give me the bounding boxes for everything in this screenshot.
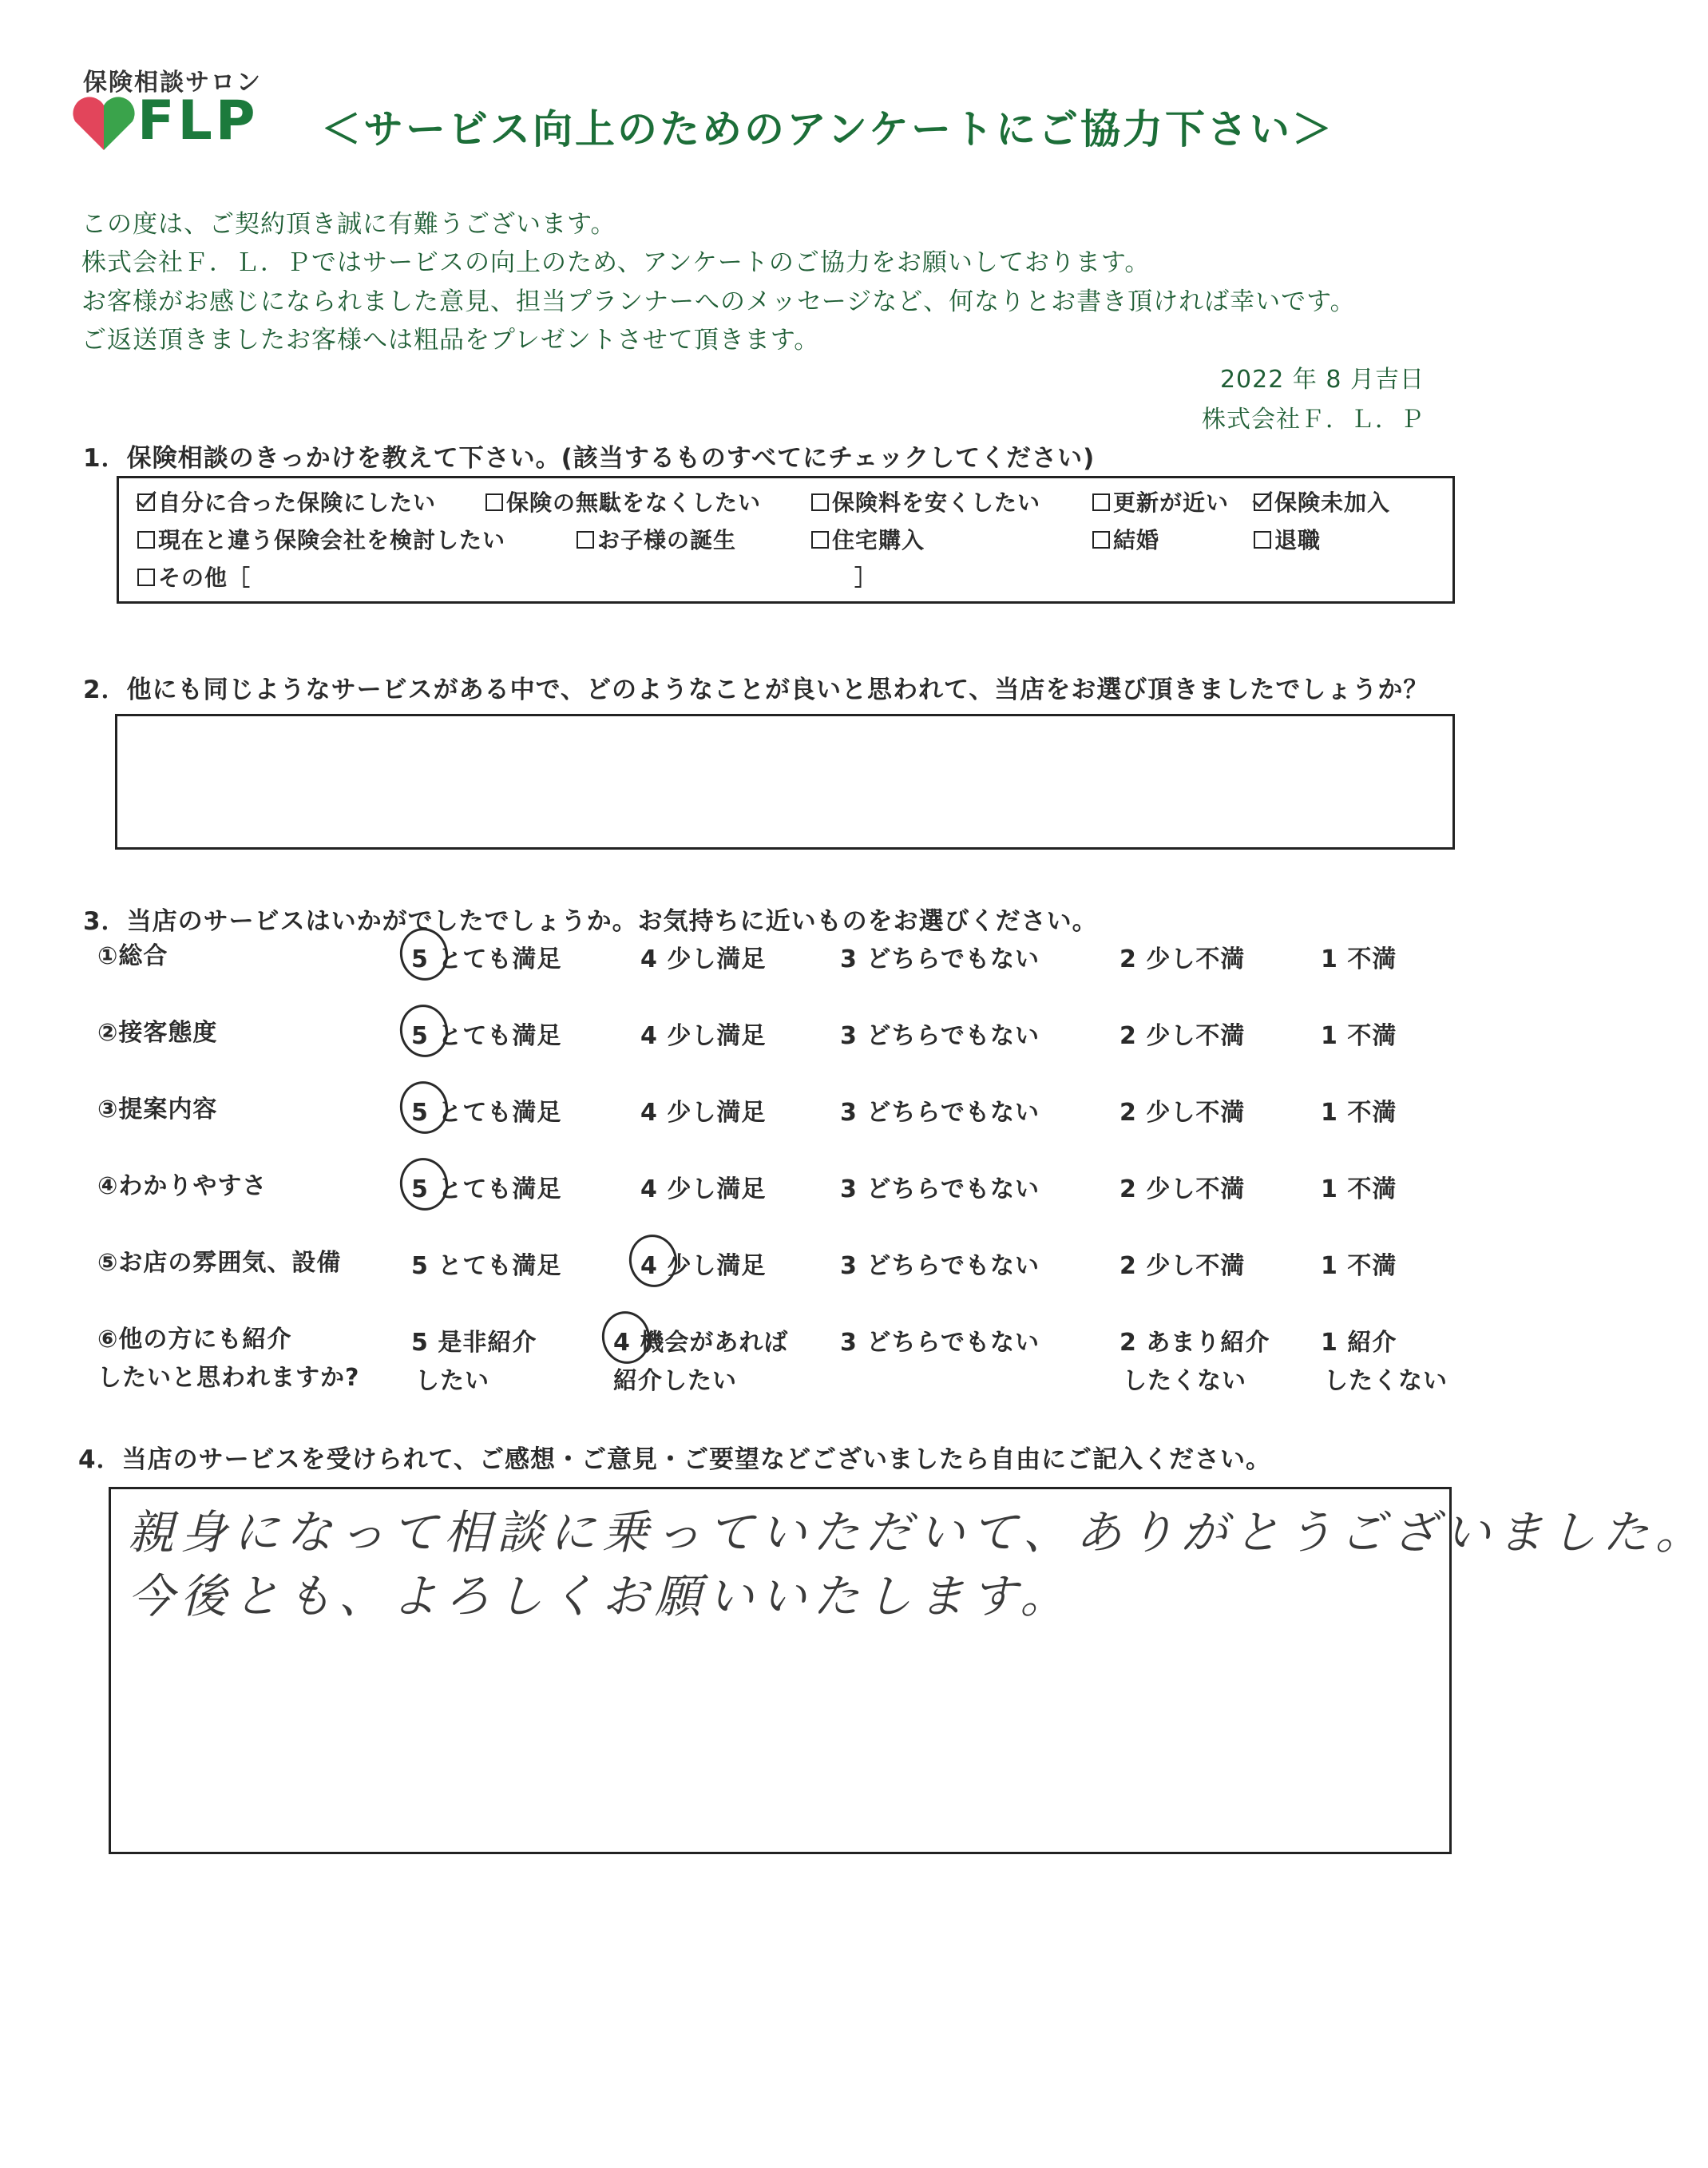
- q3-row6-label-line2: したいと思われますか?: [97, 1364, 360, 1392]
- rating-option-5[interactable]: 5 とても満足: [411, 939, 561, 974]
- referral-option-1[interactable]: 1 紹介: [1321, 1329, 1397, 1357]
- checkbox-sonota[interactable]: その他［: [137, 561, 251, 593]
- referral-option-1-line2: したくない: [1324, 1367, 1448, 1395]
- rating-option-1[interactable]: 1 不満: [1321, 1175, 1397, 1203]
- checkbox-icon: [1092, 493, 1110, 511]
- rating-option-1[interactable]: 1 不満: [1321, 945, 1397, 973]
- rating-option-4[interactable]: 4 少し満足: [640, 1175, 767, 1203]
- referral-option-4-line2: 紹介したい: [613, 1367, 737, 1395]
- checkbox-kekkon[interactable]: 結婚: [1092, 523, 1159, 555]
- issue-date: 2022 年 8 月吉日: [1219, 366, 1425, 394]
- referral-option-2[interactable]: 2 あまり紹介: [1120, 1329, 1270, 1357]
- heart-logo-icon: [70, 94, 137, 152]
- q3-row-label: ②接客態度: [97, 1019, 218, 1047]
- checkbox-icon: [577, 531, 594, 549]
- referral-option-3[interactable]: 3 どちらでもない: [840, 1329, 1040, 1357]
- checkbox-icon: [1254, 531, 1271, 549]
- rating-option-3[interactable]: 3 どちらでもない: [840, 945, 1040, 973]
- rating-option-2[interactable]: 2 少し不満: [1120, 1252, 1246, 1280]
- q2-answer-box[interactable]: [115, 714, 1455, 850]
- rating-option-5[interactable]: 5 とても満足: [411, 1169, 561, 1204]
- rating-option-3[interactable]: 3 どちらでもない: [840, 1252, 1040, 1280]
- rating-option-4[interactable]: 4 少し満足: [640, 1022, 767, 1050]
- intro-line-4: ご返送頂きましたお客様へは粗品をプレゼントさせて頂きます。: [81, 326, 820, 355]
- company-name: 株式会社Ｆ．Ｌ．Ｐ: [1202, 406, 1425, 434]
- intro-line-3: お客様がお感じになられました意見、担当プランナーへのメッセージなど、何なりとお書き頂ければ幸いです。: [81, 287, 1356, 316]
- checkbox-icon: [485, 493, 503, 511]
- checkbox-taishoku[interactable]: 退職: [1254, 523, 1321, 555]
- referral-option-5[interactable]: 5 是非紹介: [411, 1329, 537, 1357]
- rating-option-3[interactable]: 3 どちらでもない: [840, 1175, 1040, 1203]
- checkbox-mikanyu[interactable]: 保険未加入: [1254, 486, 1390, 517]
- checkbox-yasuku[interactable]: 保険料を安くしたい: [811, 486, 1040, 517]
- rating-option-1[interactable]: 1 不満: [1321, 1099, 1397, 1127]
- selected-circle-mark: [597, 1306, 655, 1368]
- selected-circle-mark: [395, 1000, 453, 1061]
- q2-title: 2．他にも同じようなサービスがある中で、どのようなことが良いと思われて、当店をお選び頂きましたでしょうか？: [83, 676, 1429, 704]
- checkbox-icon: [811, 493, 829, 511]
- rating-option-1[interactable]: 1 不満: [1321, 1022, 1397, 1050]
- rating-option-4[interactable]: 4 少し満足: [640, 1099, 767, 1127]
- intro-line-2: 株式会社Ｆ．Ｌ．Ｐではサービスの向上のため、アンケートのご協力をお願いしております。: [81, 248, 1151, 277]
- handwritten-answer-line-2: 今後とも、よろしくお願いいたします。: [128, 1569, 1073, 1623]
- checkbox-checked-icon: [137, 493, 155, 511]
- checkbox-jibun[interactable]: 自分に合った保険にしたい: [137, 486, 436, 517]
- selected-circle-mark: [395, 1076, 453, 1138]
- selected-circle-mark: [624, 1230, 682, 1291]
- checkbox-koushin[interactable]: 更新が近い: [1092, 486, 1229, 517]
- logo-text: FLP: [137, 89, 259, 153]
- q3-row-label: ④わかりやすさ: [97, 1172, 267, 1200]
- selected-circle-mark: [395, 1153, 453, 1215]
- q1-title: 1．保険相談のきっかけを教えて下さい。(該当するものすべてにチェックしてください): [83, 444, 1096, 473]
- rating-option-5[interactable]: 5 とても満足: [411, 1252, 562, 1280]
- intro-line-1: この度は、ご契約頂き誠に有難うございます。: [81, 210, 616, 239]
- rating-option-2[interactable]: 2 少し不満: [1120, 945, 1246, 973]
- q3-row-label: ⑤お店の雰囲気、設備: [97, 1249, 342, 1277]
- q3-row-label: ③提案内容: [97, 1096, 218, 1124]
- rating-option-1[interactable]: 1 不満: [1321, 1252, 1397, 1280]
- referral-option-2-line2: したくない: [1123, 1367, 1246, 1395]
- handwritten-answer-line-1: 親身になって相談に乗っていただいて、ありがとうございました。: [128, 1505, 1708, 1560]
- referral-option-4[interactable]: 4 機会があれば: [613, 1322, 788, 1357]
- q3-row-label: ①総合: [97, 942, 168, 970]
- q3-title: 3．当店のサービスはいかがでしたでしょうか。お気持ちに近いものをお選びください。: [83, 907, 1098, 936]
- rating-option-5[interactable]: 5 とても満足: [411, 1092, 561, 1128]
- q4-title: 4．当店のサービスを受けられて、ご感想・ご意見・ご要望などございましたら自由にご記入ください。: [78, 1445, 1271, 1474]
- sonota-close-bracket: ］: [854, 565, 878, 591]
- checkbox-checked-icon: [1254, 493, 1271, 511]
- page-title: ＜サービス向上のためのアンケートにご協力下さい＞: [321, 106, 1334, 153]
- rating-option-2[interactable]: 2 少し不満: [1120, 1099, 1246, 1127]
- rating-option-2[interactable]: 2 少し不満: [1120, 1175, 1246, 1203]
- brand-subtitle: 保険相談サロン: [83, 69, 262, 97]
- rating-option-3[interactable]: 3 どちらでもない: [840, 1022, 1040, 1050]
- rating-option-2[interactable]: 2 少し不満: [1120, 1022, 1246, 1050]
- checkbox-muda[interactable]: 保険の無駄をなくしたい: [485, 486, 761, 517]
- q3-row6-label-line1: ⑥他の方にも紹介: [97, 1326, 292, 1354]
- checkbox-kentou[interactable]: 現在と違う保険会社を検討したい: [137, 523, 505, 555]
- rating-option-5[interactable]: 5 とても満足: [411, 1016, 561, 1051]
- checkbox-jutaku[interactable]: 住宅購入: [811, 523, 925, 555]
- checkbox-icon: [137, 569, 155, 586]
- checkbox-icon: [137, 531, 155, 549]
- checkbox-icon: [1092, 531, 1110, 549]
- checkbox-tanjou[interactable]: お子様の誕生: [577, 523, 736, 555]
- rating-option-4[interactable]: 4 少し満足: [640, 1246, 766, 1281]
- referral-option-5-line2: したい: [415, 1367, 489, 1395]
- rating-option-4[interactable]: 4 少し満足: [640, 945, 767, 973]
- rating-option-3[interactable]: 3 どちらでもない: [840, 1099, 1040, 1127]
- checkbox-icon: [811, 531, 829, 549]
